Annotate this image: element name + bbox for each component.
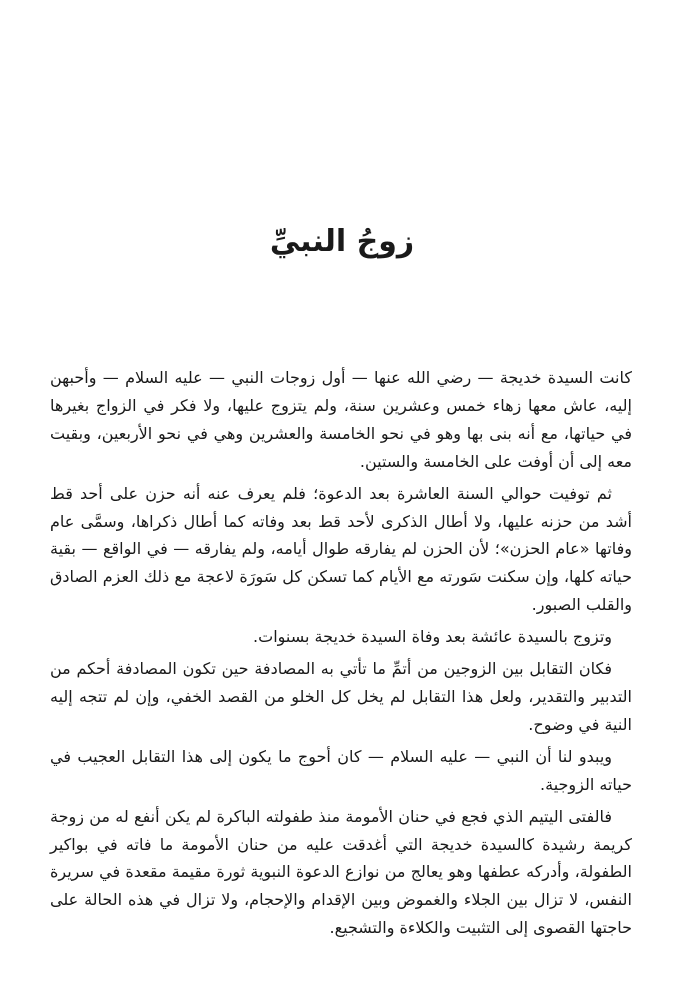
paragraph: ثم توفيت حوالي السنة العاشرة بعد الدعوة؛ فلم يعرف عنه أنه حزن على أحد قط أشد من حزنه عليها، ولا أطال الذكرى لأحد قط بعد وفاته كما أطال ذكراها، وسمَّى عام وفاتها «عام الحزن»؛ لأن الحزن لم يفارقه طوال أيامه، ولم يفارقه — في الواقع — بقية حياته كلها، وإن سكنت سَورته مع الأيام كما تسكن كل سَورَة لاعجة مع ذلك العزم الصادق والقلب الصبور. [50,483,632,615]
paragraph: وتزوج بالسيدة عائشة بعد وفاة السيدة خديجة بسنوات. [253,627,612,647]
paragraph: ويبدو لنا أن النبي — عليه السلام — كان أحوج ما يكون إلى هذا التقابل العجيب في حياته الزوجية. [50,746,632,794]
chapter-body [50,364,632,946]
paragraph: كانت السيدة خديجة — رضي الله عنها — أول زوجات النبي — عليه السلام — وأحبهن إليه، عاش معها زهاء خمس وعشرين سنة، ولم يتزوج عليها، ولا فكر في الزواج بغيرها في حياتها، مع أنه بنى بها وهو في نحو الخامسة والعشرين وهي في نحو الأربعين، وبقيت معه إلى أن أوفت على الخامسة والستين. [50,368,632,471]
chapter-title: زوجُ النبيِّ [269,224,415,259]
paragraph: فالفتى اليتيم الذي فجع في حنان الأمومة منذ طفولته الباكرة لم يكن أنفع له من زوجة كريمة رشيدة كالسيدة خديجة التي أغدقت عليه من حنان الأمومة ما فاته في بواكير الطفولة، وأدركه عطفها وهو يعالج من نوازع الدعوة النبوية ثورة مقيمة مقعدة في سريرة النفس، لا تزال بين الجلاء والغموض وبين الإقدام والإحجام، ولا تزال في هذه الحالة على حاجتها القصوى إلى التثبيت والكلاءة والتشجيع. [50,806,632,938]
paragraph: فكان التقابل بين الزوجين من أتمِّ ما تأتي به المصادفة حين تكون المصادفة أحكم من التدبير والتقدير، ولعل هذا التقابل لم يخل كل الخلو من القصد الخفي، وإن لم تتجه إليه النية في وضوح. [50,659,632,734]
